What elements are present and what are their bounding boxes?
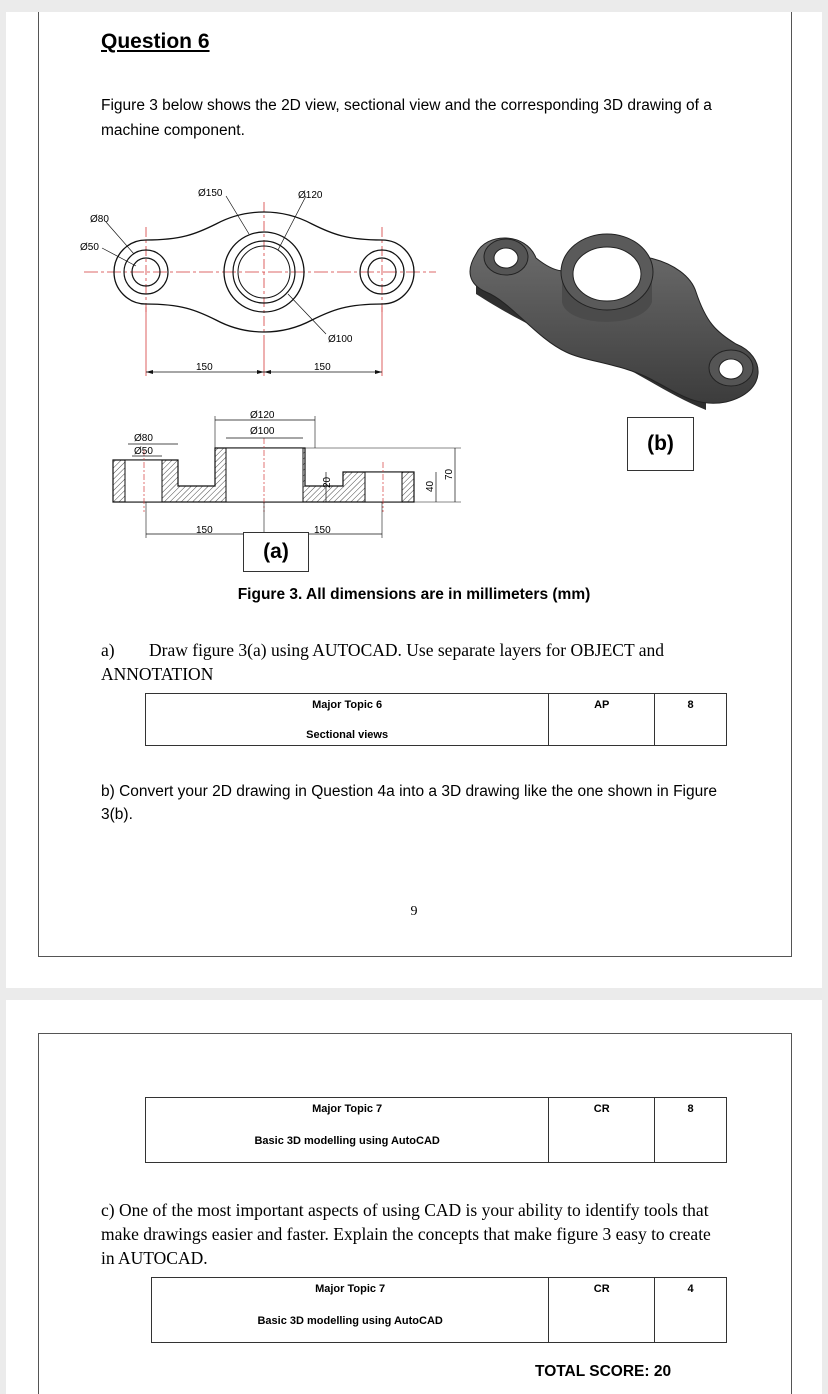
leader-d80: [106, 222, 134, 254]
sec-dim-d80: Ø80: [134, 433, 153, 444]
level-cell: CR: [549, 1278, 655, 1343]
center-bore: [226, 448, 303, 502]
section-view: [113, 410, 461, 538]
dim-d150: Ø150: [198, 188, 223, 199]
3d-model-view: [470, 234, 758, 410]
page-number: 9: [410, 904, 418, 919]
topic-subtopic: Sectional views: [306, 729, 389, 741]
topic-subtopic: Basic 3D modelling using AutoCAD: [254, 1135, 440, 1147]
sec-dim-20: 20: [322, 476, 333, 488]
part-c-topic-table: [151, 1277, 727, 1343]
3d-left-hole: [494, 248, 518, 268]
sec-dim-left-150: 150: [196, 525, 213, 536]
marks-cell: 8: [655, 1098, 727, 1163]
part-a-topic-table: [145, 693, 727, 746]
level-cell: AP: [549, 694, 655, 746]
part-c-question: c) One of the most important aspects of using CAD is your ability to identify tools that make drawings easier and faster. Explain the concepts that make figure 3 easy to create in AUTOCAD.: [101, 1200, 711, 1268]
sec-dim-d100: Ø100: [250, 426, 275, 437]
part-a-question: [101, 638, 721, 686]
figure-caption: Figure 3. All dimensions are in millimeters (mm): [237, 586, 591, 603]
top-view: [80, 188, 436, 376]
sec-dim-d120: Ø120: [250, 410, 275, 421]
arrow: [264, 370, 271, 374]
part-a-text: Draw figure 3(a) using AUTOCAD. Use separate layers for OBJECT and ANNOTATION: [101, 640, 664, 684]
arrow: [146, 370, 153, 374]
part-a-label: a): [101, 640, 115, 660]
3d-right-hole: [719, 359, 743, 379]
dim-d120: Ø120: [298, 190, 323, 201]
topic-name: Major Topic 7: [312, 1103, 383, 1115]
topic-cell: [146, 1098, 549, 1163]
marks-cell: 8: [655, 694, 727, 746]
right-bore: [365, 472, 402, 502]
sec-dim-40: 40: [425, 480, 436, 492]
level-cell: CR: [549, 1098, 655, 1163]
dim-d100: Ø100: [328, 334, 353, 345]
dim-left-150: 150: [196, 362, 213, 373]
sec-dim-right-150: 150: [314, 525, 331, 536]
figure-3-drawing: [6, 162, 822, 602]
topic-name: Major Topic 7: [315, 1283, 386, 1295]
topic-cell: [146, 694, 549, 746]
leader-d120: [278, 196, 306, 250]
marks-cell: 4: [655, 1278, 727, 1343]
figure-label-a: (a): [243, 532, 309, 572]
topic-cell: [152, 1278, 549, 1343]
leader-d150: [226, 196, 249, 234]
total-score: TOTAL SCORE: 20: [535, 1363, 672, 1380]
dim-right-150: 150: [314, 362, 331, 373]
document-page-1: [6, 12, 822, 988]
dim-d80: Ø80: [90, 214, 109, 225]
sec-dim-d50: Ø50: [134, 446, 153, 457]
question-intro: Figure 3 below shows the 2D view, sectional view and the corresponding 3D drawing of a machine component.: [101, 97, 712, 139]
3d-center-hole: [573, 247, 641, 301]
arrow: [257, 370, 264, 374]
sec-dim-70: 70: [444, 468, 455, 480]
part-b-question: b) Convert your 2D drawing in Question 4a into a 3D drawing like the one shown in Figure 3(b).: [101, 783, 718, 823]
document-page-2: [6, 1000, 822, 1394]
arrow: [375, 370, 382, 374]
topic-subtopic: Basic 3D modelling using AutoCAD: [257, 1315, 443, 1327]
part-b-topic-table: [145, 1097, 727, 1163]
dim-d50: Ø50: [80, 242, 99, 253]
topic-name: Major Topic 6: [312, 699, 383, 711]
figure-label-b: (b): [627, 417, 694, 471]
question-title: Question 6: [101, 30, 210, 53]
left-bore: [125, 460, 162, 502]
